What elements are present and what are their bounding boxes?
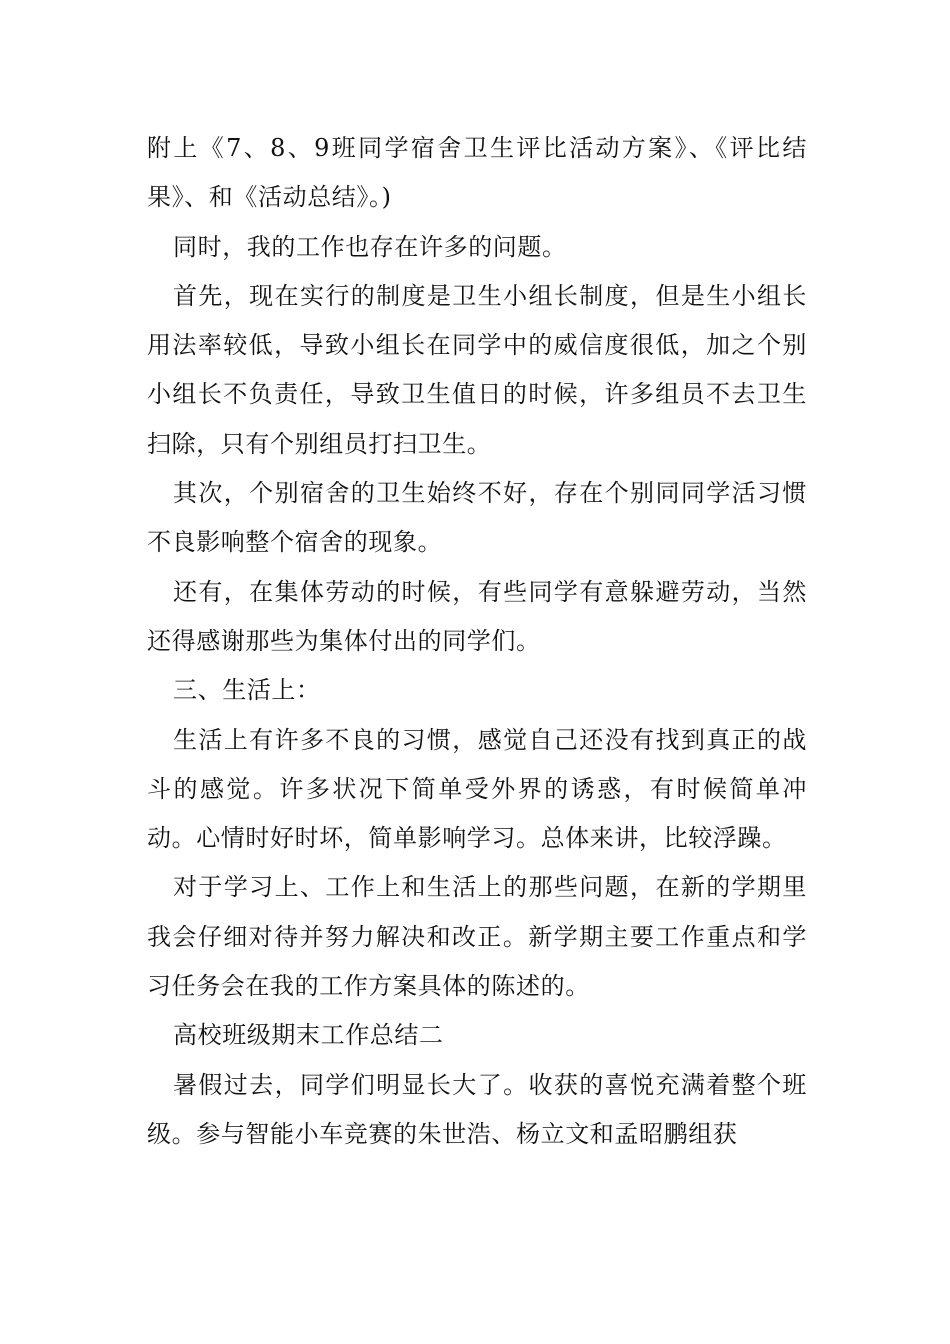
paragraph-first-problem: 首先，现在实行的制度是卫生小组长制度，但是生小组长用法率较低，导致小组长在同学中的威信度很低，加之个别小组长不负责任，导致卫生值日的时候，许多组员不去卫生扫除，只有个别组员打扫卫生。 (147, 281, 807, 458)
paragraph-second-problem: 其次，个别宿舍的卫生始终不好，存在个别同同学活习惯不良影响整个宿舍的现象。 (147, 479, 807, 557)
document-body (147, 124, 807, 1159)
paragraph-problems-intro: 同时，我的工作也存在许多的问题。 (173, 232, 567, 261)
paragraph-life-habits: 生活上有许多不良的习惯，感觉自己还没有找到真正的战斗的感觉。许多状况下简单受外界的诱惑，有时候简单冲动。心情时好时坏，简单影响学习。总体来讲，比较浮躁。 (147, 725, 807, 853)
section-heading-summary-two: 高校班级期末工作总结二 (173, 1021, 444, 1050)
paragraph-new-semester: 对于学习上、工作上和生活上的那些问题，在新的学期里我会仔细对待并努力解决和改正。新学期主要工作重点和学习任务会在我的工作方案具体的陈述的。 (147, 873, 807, 1001)
paragraph-third-problem: 还有，在集体劳动的时候，有些同学有意躲避劳动，当然还得感谢那些为集体付出的同学们。 (147, 577, 807, 655)
section-heading-life: 三、生活上： (173, 676, 321, 705)
paragraph-attachment-note: 附上《7、8、9班同学宿舍卫生评比活动方案》、《评比结果》、和《活动总结》。) (147, 134, 807, 212)
paragraph-summer-recap: 暑假过去，同学们明显长大了。收获的喜悦充满着整个班级。参与智能小车竞赛的朱世浩、杨立文和孟昭鹏组获 (147, 1070, 807, 1148)
